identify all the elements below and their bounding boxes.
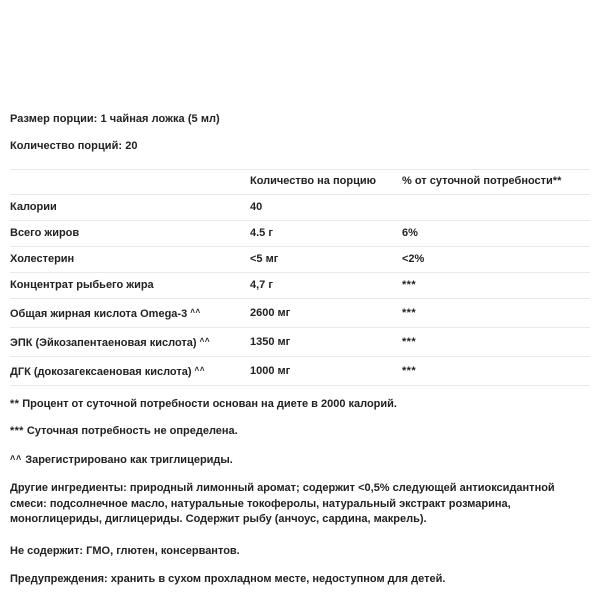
daily-value-cell: *** [402, 273, 590, 299]
servings-per-container-line: Количество порций: 20 [10, 140, 138, 152]
amount-per-serving-cell: 2600 мг [250, 299, 402, 328]
nutrient-name-cell [10, 357, 250, 386]
other-ingredients-paragraph: Другие ингредиенты: природный лимонный аромат; содержит <0,5% следующей антиоксидантной смеси: подсолнечное масло, натуральные токоферолы, натуральный экстракт розмарина, моноглицериды, диглицериды. Содержит рыбу (анчоус, сардина, макрель). [10, 482, 555, 525]
nutrient-name-cell [10, 328, 250, 357]
table-header [10, 170, 590, 195]
daily-value-cell: 6% [402, 221, 590, 247]
footnote-marker: ** [10, 398, 20, 410]
nutrient-name-cell [10, 247, 250, 273]
column-header-nutrient [10, 170, 250, 195]
nutrient-name: Калории [10, 201, 57, 213]
table-row [10, 299, 590, 328]
top-spacer [10, 0, 590, 113]
table-row [10, 357, 590, 386]
footnote-2 [10, 425, 590, 438]
amount-per-serving-cell: 40 [250, 195, 402, 221]
daily-value-cell: *** [402, 328, 590, 357]
daily-value-cell: *** [402, 299, 590, 328]
footnote-text: Зарегистрировано как триглицериды. [25, 454, 233, 466]
daily-value-cell: <2% [402, 247, 590, 273]
nutrient-name: Холестерин [10, 253, 75, 265]
daily-value-cell [402, 195, 590, 221]
amount-per-serving-cell: 4,7 г [250, 273, 402, 299]
serving-size-line: Размер порции: 1 чайная ложка (5 мл) [10, 113, 220, 125]
footnote-1 [10, 398, 590, 411]
free-from-paragraph: Не содержит: ГМО, глютен, консервантов. [10, 544, 240, 557]
column-header-daily-value: % от суточной потребности** [402, 170, 590, 195]
amount-per-serving-cell: 1350 мг [250, 328, 402, 357]
nutrient-name: ЭПК (Эйкозапентаеновая кислота) [10, 337, 197, 349]
warnings-paragraph: Предупреждения: хранить в сухом прохладном месте, недоступном для детей. [10, 573, 446, 585]
nutrient-name-cell [10, 299, 250, 328]
triglyceride-footnote-marker: ˄˄ [194, 365, 206, 374]
nutrient-name: Общая жирная кислота Omega-3 [10, 308, 188, 320]
footnote-text: Процент от суточной потребности основан на диете в 2000 калорий. [22, 398, 397, 410]
nutrient-name: ДГК (докозагексаеновая кислота) [10, 366, 192, 378]
footnote-3 [10, 452, 590, 467]
triglyceride-footnote-marker: ˄˄ [190, 307, 201, 316]
footnote-marker: ˄˄ [10, 453, 23, 463]
amount-per-serving-cell: <5 мг [250, 247, 402, 273]
footnote-text: Суточная потребность не определена. [26, 425, 238, 437]
footnotes-group [10, 398, 590, 467]
table-row [10, 221, 590, 247]
table-header-row [10, 170, 590, 195]
triglyceride-footnote-marker: ˄˄ [199, 336, 211, 345]
nutrition-facts-table [10, 169, 590, 386]
amount-per-serving-cell: 4.5 г [250, 221, 402, 247]
table-body [10, 195, 590, 386]
amount-per-serving-cell: 1000 мг [250, 357, 402, 386]
table-row [10, 195, 590, 221]
table-row [10, 273, 590, 299]
nutrient-name-cell [10, 221, 250, 247]
nutrient-name-cell [10, 195, 250, 221]
column-header-amount-per-serving: Количество на порцию [250, 170, 402, 195]
daily-value-cell: *** [402, 357, 590, 386]
nutrient-name: Концентрат рыбьего жира [10, 279, 154, 291]
table-row [10, 247, 590, 273]
footnote-marker: *** [10, 425, 24, 437]
table-row [10, 328, 590, 357]
nutrient-name: Всего жиров [10, 227, 80, 239]
nutrient-name-cell [10, 273, 250, 299]
